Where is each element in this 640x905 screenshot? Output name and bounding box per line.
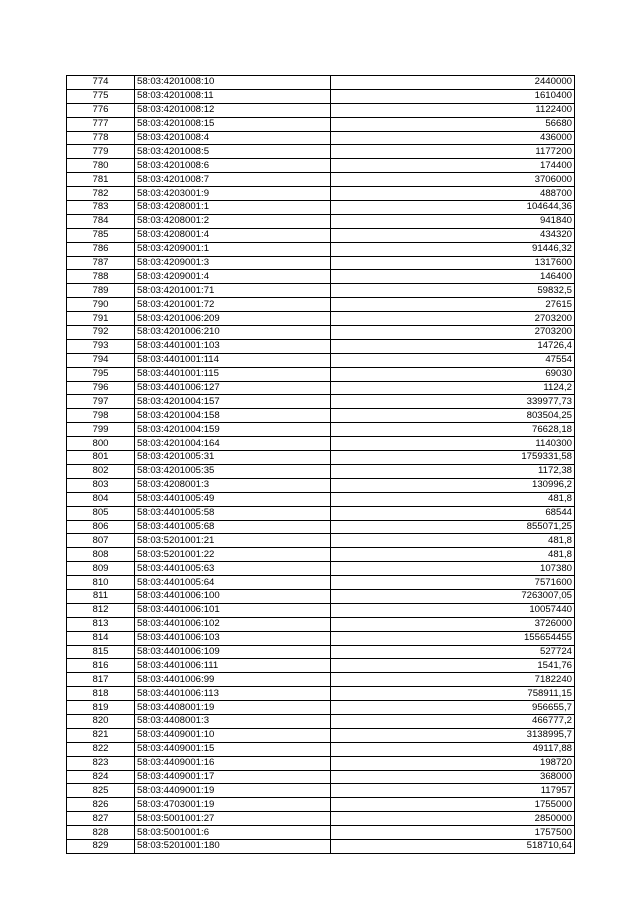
cadastral-value-cell: 488700 [331,187,575,201]
cadastral-number-cell: 58:03:5201001:180 [135,839,331,853]
row-number-cell: 819 [67,701,135,715]
row-number-cell: 778 [67,131,135,145]
row-number-cell: 774 [67,76,135,90]
row-number-cell: 814 [67,631,135,645]
cadastral-value-cell: 130996,2 [331,478,575,492]
cadastral-number-cell: 58:03:4201008:5 [135,145,331,159]
cadastral-value-cell: 1755000 [331,798,575,812]
row-number-cell: 828 [67,826,135,840]
cadastral-number-cell: 58:03:4209001:4 [135,270,331,284]
table-row [67,312,575,326]
table-row [67,145,575,159]
row-number-cell: 775 [67,89,135,103]
cadastral-number-cell: 58:03:4401006:111 [135,659,331,673]
table-row [67,826,575,840]
table-row [67,645,575,659]
cadastral-number-cell: 58:03:5201001:21 [135,534,331,548]
table-row [67,395,575,409]
table-row [67,534,575,548]
row-number-cell: 806 [67,520,135,534]
row-number-cell: 811 [67,589,135,603]
row-number-cell: 788 [67,270,135,284]
cadastral-value-cell: 1124,2 [331,381,575,395]
cadastral-value-cell: 434320 [331,228,575,242]
cadastral-number-cell: 58:03:4409001:10 [135,728,331,742]
cadastral-number-cell: 58:03:4201006:210 [135,326,331,340]
cadastral-number-cell: 58:03:4401006:102 [135,617,331,631]
table-row [67,173,575,187]
table-row [67,131,575,145]
cadastral-value-cell: 3138995,7 [331,728,575,742]
cadastral-number-cell: 58:03:4409001:19 [135,784,331,798]
row-number-cell: 797 [67,395,135,409]
cadastral-number-cell: 58:03:4401001:114 [135,353,331,367]
table-row [67,687,575,701]
table-row [67,228,575,242]
cadastral-value-cell: 956655,7 [331,701,575,715]
row-number-cell: 793 [67,339,135,353]
row-number-cell: 820 [67,714,135,728]
cadastral-value-cell: 941840 [331,214,575,228]
cadastral-number-cell: 58:03:4408001:19 [135,701,331,715]
cadastral-number-cell: 58:03:4208001:3 [135,478,331,492]
table-row [67,117,575,131]
table-row [67,423,575,437]
cadastral-number-cell: 58:03:4401006:113 [135,687,331,701]
table-row [67,381,575,395]
table-row [67,492,575,506]
cadastral-value-cell: 3726000 [331,617,575,631]
cadastral-number-cell: 58:03:4401006:101 [135,603,331,617]
cadastral-number-cell: 58:03:4409001:17 [135,770,331,784]
table-row [67,353,575,367]
cadastral-number-cell: 58:03:4401005:63 [135,562,331,576]
cadastral-number-cell: 58:03:4201005:35 [135,464,331,478]
cadastral-value-cell: 2703200 [331,326,575,340]
cadastral-value-cell: 2440000 [331,76,575,90]
row-number-cell: 800 [67,437,135,451]
row-number-cell: 812 [67,603,135,617]
row-number-cell: 785 [67,228,135,242]
cadastral-value-cell: 7182240 [331,673,575,687]
row-number-cell: 791 [67,312,135,326]
cadastral-value-cell: 1757500 [331,826,575,840]
table-row [67,159,575,173]
cadastral-number-cell: 58:03:4201005:31 [135,451,331,465]
cadastral-number-cell: 58:03:4401006:99 [135,673,331,687]
table-row [67,89,575,103]
cadastral-value-cell: 49117,88 [331,742,575,756]
cadastral-number-cell: 58:03:4201008:6 [135,159,331,173]
table-row [67,103,575,117]
row-number-cell: 817 [67,673,135,687]
cadastral-value-cell: 69030 [331,367,575,381]
cadastral-number-cell: 58:03:4201008:10 [135,76,331,90]
table-row [67,187,575,201]
row-number-cell: 807 [67,534,135,548]
cadastral-number-cell: 58:03:4408001:3 [135,714,331,728]
row-number-cell: 784 [67,214,135,228]
table-row [67,339,575,353]
row-number-cell: 815 [67,645,135,659]
row-number-cell: 789 [67,284,135,298]
row-number-cell: 796 [67,381,135,395]
cadastral-number-cell: 58:03:4401001:115 [135,367,331,381]
cadastral-value-cell: 481,8 [331,534,575,548]
table-row [67,76,575,90]
table-row [67,756,575,770]
row-number-cell: 826 [67,798,135,812]
table-row [67,659,575,673]
row-number-cell: 790 [67,298,135,312]
table-row [67,784,575,798]
cadastral-value-cell: 47554 [331,353,575,367]
cadastral-value-cell: 59832,5 [331,284,575,298]
cadastral-value-cell: 174400 [331,159,575,173]
cadastral-number-cell: 58:03:4201006:209 [135,312,331,326]
cadastral-value-cell: 76628,18 [331,423,575,437]
row-number-cell: 816 [67,659,135,673]
row-number-cell: 825 [67,784,135,798]
cadastral-value-cell: 339977,73 [331,395,575,409]
row-number-cell: 786 [67,242,135,256]
cadastral-number-cell: 58:03:4401006:100 [135,589,331,603]
table-row [67,701,575,715]
row-number-cell: 824 [67,770,135,784]
row-number-cell: 827 [67,812,135,826]
row-number-cell: 802 [67,464,135,478]
cadastral-value-cell: 481,8 [331,492,575,506]
cadastral-value-cell: 1759331,58 [331,451,575,465]
row-number-cell: 798 [67,409,135,423]
cadastral-value-cell: 2850000 [331,812,575,826]
table-row [67,270,575,284]
cadastral-value-cell: 1610400 [331,89,575,103]
table-row [67,603,575,617]
cadastral-number-cell: 58:03:5201001:22 [135,548,331,562]
table-row [67,214,575,228]
cadastral-number-cell: 58:03:4401005:64 [135,576,331,590]
cadastral-number-cell: 58:03:4401006:103 [135,631,331,645]
cadastral-number-cell: 58:03:4201008:11 [135,89,331,103]
cadastral-number-cell: 58:03:4401005:68 [135,520,331,534]
table-row [67,478,575,492]
table-row [67,242,575,256]
cadastral-number-cell: 58:03:4201001:72 [135,298,331,312]
table-row [67,714,575,728]
cadastral-value-cell: 1177200 [331,145,575,159]
cadastral-number-cell: 58:03:4201008:4 [135,131,331,145]
row-number-cell: 795 [67,367,135,381]
row-number-cell: 799 [67,423,135,437]
cadastral-number-cell: 58:03:4201001:71 [135,284,331,298]
cadastral-number-cell: 58:03:4209001:1 [135,242,331,256]
cadastral-value-cell: 68544 [331,506,575,520]
cadastral-number-cell: 58:03:4209001:3 [135,256,331,270]
table-row [67,201,575,215]
table-row [67,284,575,298]
cadastral-value-cell: 1172,38 [331,464,575,478]
table-row [67,798,575,812]
cadastral-value-cell: 7263007,05 [331,589,575,603]
cadastral-value-cell: 27615 [331,298,575,312]
table-row [67,520,575,534]
row-number-cell: 818 [67,687,135,701]
row-number-cell: 780 [67,159,135,173]
table-row [67,839,575,853]
cadastral-number-cell: 58:03:4401001:103 [135,339,331,353]
cadastral-value-cell: 2703200 [331,312,575,326]
cadastral-number-cell: 58:03:4409001:15 [135,742,331,756]
table-row [67,562,575,576]
cadastral-number-cell: 58:03:4201004:157 [135,395,331,409]
cadastral-value-cell: 518710,64 [331,839,575,853]
cadastral-value-cell: 527724 [331,645,575,659]
row-number-cell: 804 [67,492,135,506]
cadastral-number-cell: 58:03:4703001:19 [135,798,331,812]
row-number-cell: 801 [67,451,135,465]
table-row [67,742,575,756]
cadastral-value-cell: 10057440 [331,603,575,617]
cadastral-value-cell: 1541,76 [331,659,575,673]
row-number-cell: 810 [67,576,135,590]
cadastral-number-cell: 58:03:4208001:4 [135,228,331,242]
cadastral-value-table [66,75,575,854]
cadastral-value-cell: 7571600 [331,576,575,590]
cadastral-value-cell: 758911,15 [331,687,575,701]
row-number-cell: 821 [67,728,135,742]
cadastral-number-cell: 58:03:4208001:1 [135,201,331,215]
row-number-cell: 808 [67,548,135,562]
cadastral-number-cell: 58:03:4201008:12 [135,103,331,117]
table-row [67,673,575,687]
row-number-cell: 779 [67,145,135,159]
cadastral-value-cell: 466777,2 [331,714,575,728]
table-row [67,728,575,742]
cadastral-value-cell: 146400 [331,270,575,284]
table-row [67,506,575,520]
row-number-cell: 822 [67,742,135,756]
cadastral-value-cell: 198720 [331,756,575,770]
row-number-cell: 794 [67,353,135,367]
cadastral-number-cell: 58:03:4409001:16 [135,756,331,770]
row-number-cell: 805 [67,506,135,520]
cadastral-value-cell: 107380 [331,562,575,576]
cadastral-value-cell: 56680 [331,117,575,131]
table-row [67,298,575,312]
row-number-cell: 783 [67,201,135,215]
row-number-cell: 787 [67,256,135,270]
table-row [67,617,575,631]
cadastral-value-cell: 104644,36 [331,201,575,215]
cadastral-number-cell: 58:03:4401005:49 [135,492,331,506]
cadastral-number-cell: 58:03:4401006:109 [135,645,331,659]
cadastral-value-cell: 117957 [331,784,575,798]
row-number-cell: 803 [67,478,135,492]
cadastral-number-cell: 58:03:5001001:6 [135,826,331,840]
table-row [67,464,575,478]
row-number-cell: 792 [67,326,135,340]
cadastral-number-cell: 58:03:5001001:27 [135,812,331,826]
cadastral-number-cell: 58:03:4201004:164 [135,437,331,451]
cadastral-number-cell: 58:03:4201008:15 [135,117,331,131]
table-row [67,631,575,645]
cadastral-value-cell: 1317600 [331,256,575,270]
table-body [67,76,575,854]
table-row [67,548,575,562]
cadastral-value-cell: 3706000 [331,173,575,187]
table-row [67,437,575,451]
row-number-cell: 782 [67,187,135,201]
table-row [67,770,575,784]
row-number-cell: 781 [67,173,135,187]
cadastral-number-cell: 58:03:4401006:127 [135,381,331,395]
table-row [67,451,575,465]
table-row [67,576,575,590]
table-row [67,256,575,270]
table-row [67,409,575,423]
row-number-cell: 829 [67,839,135,853]
cadastral-number-cell: 58:03:4401005:58 [135,506,331,520]
cadastral-value-cell: 436000 [331,131,575,145]
row-number-cell: 813 [67,617,135,631]
cadastral-number-cell: 58:03:4201004:159 [135,423,331,437]
cadastral-number-cell: 58:03:4201008:7 [135,173,331,187]
cadastral-value-cell: 1140300 [331,437,575,451]
table-row [67,326,575,340]
table-row [67,589,575,603]
cadastral-value-cell: 91446,32 [331,242,575,256]
cadastral-value-cell: 1122400 [331,103,575,117]
cadastral-number-cell: 58:03:4208001:2 [135,214,331,228]
cadastral-value-cell: 14726,4 [331,339,575,353]
cadastral-number-cell: 58:03:4203001:9 [135,187,331,201]
cadastral-value-cell: 368000 [331,770,575,784]
table-row [67,367,575,381]
row-number-cell: 777 [67,117,135,131]
cadastral-value-cell: 855071,25 [331,520,575,534]
row-number-cell: 776 [67,103,135,117]
table-row [67,812,575,826]
cadastral-number-cell: 58:03:4201004:158 [135,409,331,423]
row-number-cell: 823 [67,756,135,770]
cadastral-value-cell: 803504,25 [331,409,575,423]
row-number-cell: 809 [67,562,135,576]
cadastral-value-cell: 481,8 [331,548,575,562]
cadastral-value-cell: 155654455 [331,631,575,645]
